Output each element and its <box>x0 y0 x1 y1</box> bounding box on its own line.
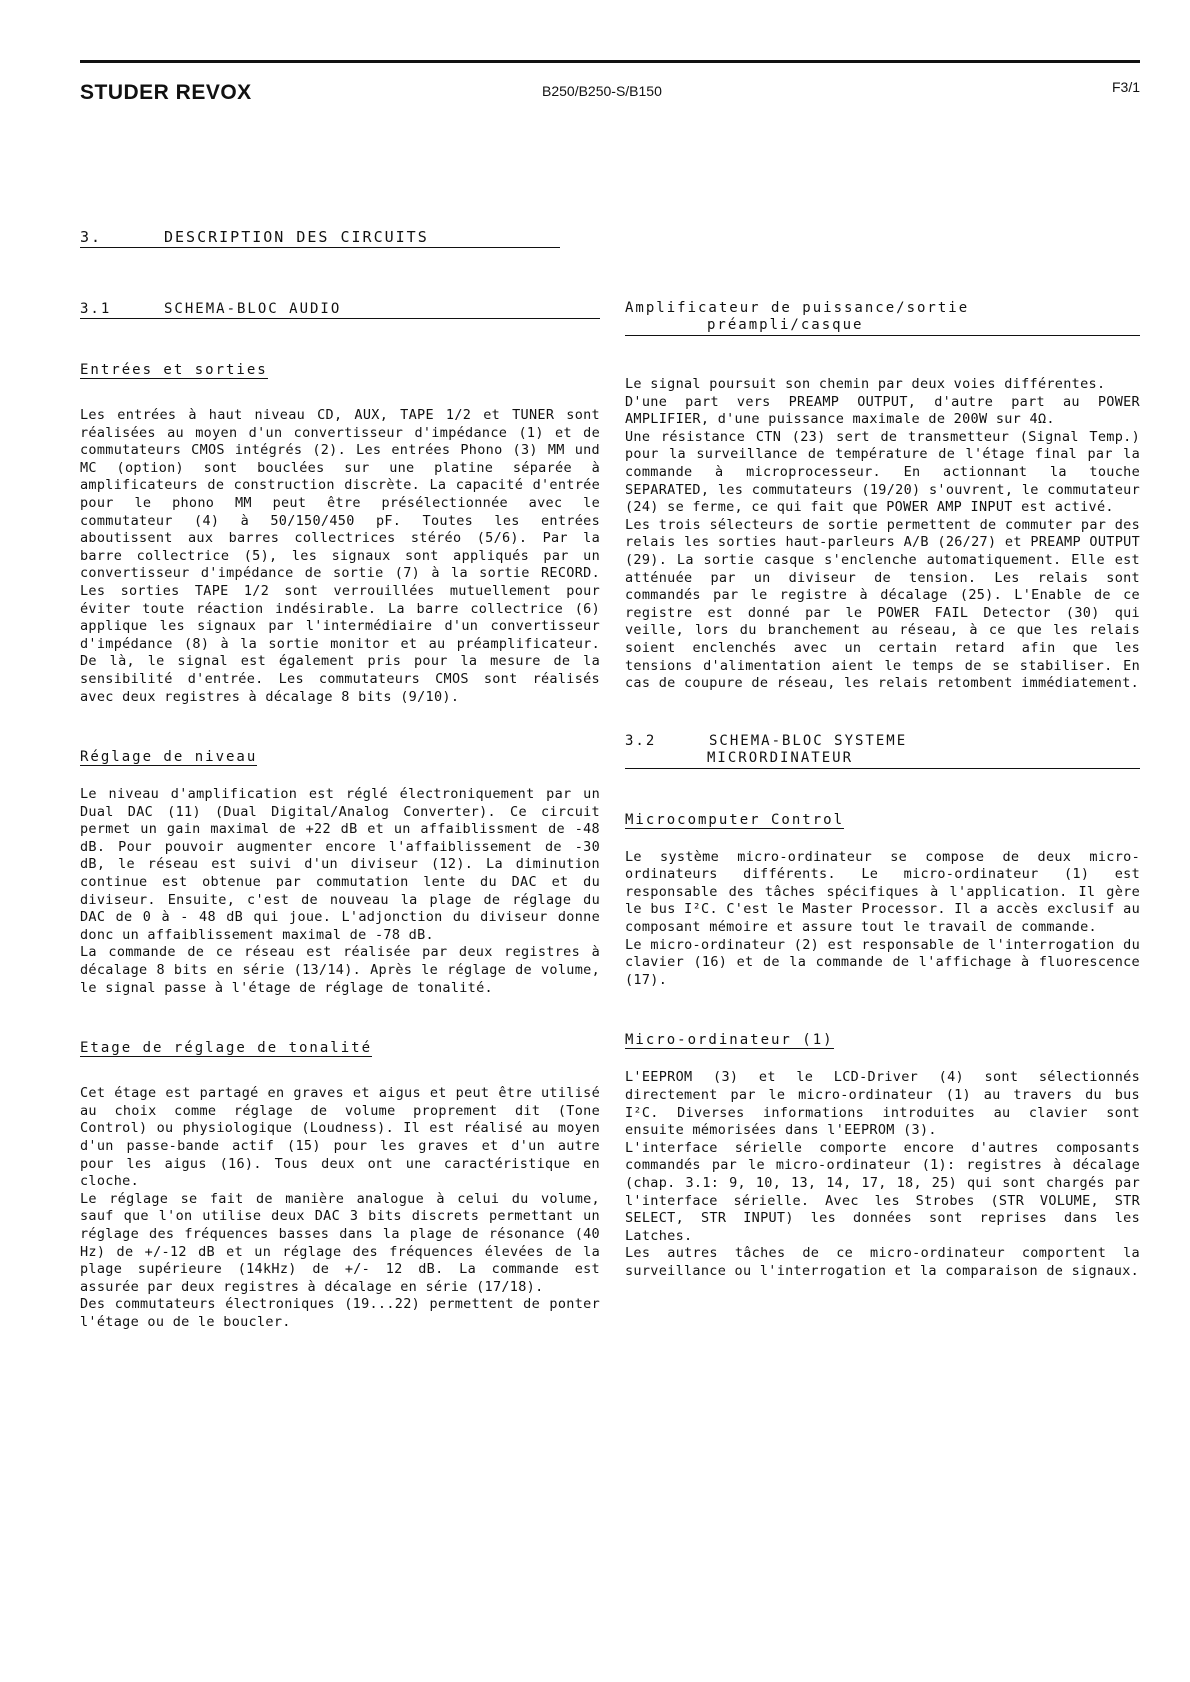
section-title-line1: SCHEMA-BLOC SYSTEME <box>709 732 908 749</box>
paragraph-entrees: Les entrées à haut niveau CD, AUX, TAPE 1/2 et TUNER sont réalisées au moyen d'un convertisseur d'impédance (1) et de commutateurs CMOS intégrés (2). Les entrées Phono (3) MM und MC (option) sont bouclées sur une platine séparée à amplificateurs de construction discrète. La capacité d'entrée pour le phono MM peut être présélectionnée avec le commutateur (4) à 50/150/450 pF. Toutes les entrées aboutissent aux barres collectrices stéréo (5/6). Par la barre collectrice (5), les signaux sont appliqués par un convertisseur d'impédance de sortie (7) à la sortie RECORD. Les sorties TAPE 1/2 sont verrouillées mutuellement pour éviter toute réaction indésirable. La barre collectrice (6) applique les signaux par l'intermédiaire d'un convertisseur d'impédance (8) à la sortie monitor et au préamplificateur. De là, le signal est également pris pour la mesure de la sensibilité d'entrée. Les commutateurs CMOS sont réalisés avec deux registres à décalage 8 bits (9/10). <box>80 407 600 705</box>
paragraph-ampli-4: Les trois sélecteurs de sortie permettent de commuter par des relais les sorties haut-parleurs A/B (26/27) et PREAMP OUTPUT (29). La sortie casque s'enclenche automatiquement. Elle est atténuée par un diviseur de tension. Les relais sont commandés par le registre à décalage (25). L'Enable de ce registre est donné par le POWER FAIL Detector (30) qui veille, lors du branchement au réseau, à ce que les relais soient enclenchés avec un certain retard afin que les tensions d'alimentation aient le temps de se stabiliser. En cas de coupure de réseau, les relais retombent immédiatement. <box>625 516 1140 692</box>
paragraph-niveau-2: La commande de ce réseau est réalisée par deux registres à décalage 8 bits en série (13/14). Après le réglage de volume, le signal passe à l'étage de réglage de tonalité. <box>80 944 600 996</box>
paragraph-tonalite-3: Des commutateurs électroniques (19...22) permettent de ponter l'étage ou de le boucler. <box>80 1296 600 1330</box>
section-heading-3-1 <box>80 301 600 319</box>
paragraph-ampli-3: Une résistance CTN (23) sert de transmetteur (Signal Temp.) pour la surveillance de température de l'étage final par la commande à microprocesseur. En actionnant la touche SEPARATED, les commutateurs (19/20) s'ouvrent, le commutateur (24) se ferme, ce qui fait que POWER AMP INPUT est activé. <box>625 428 1140 516</box>
page-header <box>80 60 1140 111</box>
right-column <box>625 300 1140 1281</box>
left-column <box>80 301 600 1332</box>
section-title: SCHEMA-BLOC AUDIO <box>164 301 342 317</box>
brand-logo: STUDER REVOX <box>80 81 252 104</box>
section-heading-3-2 <box>625 733 1140 769</box>
subheading-niveau: Réglage de niveau <box>80 749 258 766</box>
subheading-tonalite: Etage de réglage de tonalité <box>80 1040 373 1057</box>
subheading-entrees: Entrées et sorties <box>80 362 268 378</box>
paragraph-microcomputer-2: Le micro-ordinateur (2) est responsable de l'interrogation du clavier (16) et de la commande de l'affichage à fluorescence (17). <box>625 936 1140 988</box>
subheading-micro1: Micro-ordinateur (1) <box>625 1032 834 1049</box>
subheading-ampli <box>625 300 1140 336</box>
page-reference: F3/1 <box>1111 79 1140 95</box>
subheading-microcomputer: Microcomputer Control <box>625 811 845 828</box>
subheading-ampli-line2: préampli/casque <box>707 317 864 333</box>
section-number: 3.1 <box>80 301 112 317</box>
paragraph-ampli-1: Le signal poursuit son chemin par deux voies différentes. <box>625 376 1106 392</box>
paragraph-micro1-3: Les autres tâches de ce micro-ordinateur comportent la surveillance ou l'interrogation et la comparaison de signaux. <box>625 1245 1140 1279</box>
paragraph-micro1-2: L'interface sérielle comporte encore d'autres composants commandés par le micro-ordinateur (1): registres à décalage (chap. 3.1: 9, 10, 13, 14, 17, 18, 25) qui sont chargés par l'interface sérielle. Avec les Strobes (STR VOLUME, STR SELECT, STR INPUT) les données sont reprises dans les Latches. <box>625 1139 1140 1244</box>
chapter-title <box>80 228 560 248</box>
paragraph-microcomputer-1: Le système micro-ordinateur se compose de deux micro-ordinateurs différents. Le micro-ordinateur (1) est responsable des tâches spécifiques à l'application. Il gère le bus I²C. C'est le Master Processor. Il a accès exclusif au composant mémoire et assure tout le travail de commande. <box>625 848 1140 936</box>
paragraph-tonalite-2: Le réglage se fait de manière analogue à celui du volume, sauf que l'on utilise deux DAC 3 bits discrets permettant un réglage des fréquences basses dans la plage de résonance (40 Hz) de +/-12 dB et un réglage des fréquences élevées de la plage supérieure (14kHz) de +/- 12 dB. La commande est assurée par deux registres à décalage en série (17/18). <box>80 1190 600 1295</box>
chapter-number: 3. <box>80 228 103 246</box>
subheading-ampli-line1: Amplificateur de puissance/sortie <box>625 300 970 316</box>
paragraph-ampli-2: D'une part vers PREAMP OUTPUT, d'autre part au POWER AMPLIFIER, d'une puissance maximale de 200W sur 4Ω. <box>625 393 1140 428</box>
paragraph-micro1-1: L'EEPROM (3) et le LCD-Driver (4) sont sélectionnés directement par le micro-ordinateur (1) au travers du bus I²C. Diverses informations introduites au clavier sont ensuite mémorisées dans l'EEPROM (3). <box>625 1069 1140 1139</box>
paragraph-tonalite-1: Cet étage est partagé en graves et aigus et peut être utilisé au choix comme réglage de volume proprement dit (Tone Control) ou physiologique (Loudness). Il est réalisé au moyen d'un passe-bande actif (15) pour les graves et d'un autre pour les aigus (16). Tous deux ont une caractéristique en cloche. <box>80 1085 600 1190</box>
model-number: B250/B250-S/B150 <box>542 83 662 99</box>
section-number: 3.2 <box>625 732 657 749</box>
chapter-title-text: DESCRIPTION DES CIRCUITS <box>164 228 429 246</box>
paragraph-niveau-1: Le niveau d'amplification est réglé électroniquement par un Dual DAC (11) (Dual Digital/Analog Converter). Ce circuit permet un gain maximal de +22 dB et un affaiblissment de -48 dB. Pour pouvoir augmenter encore l'affaiblissement de -30 dB, le réseau est suivi d'un diviseur (12). La diminution continue est obtenue par commutation lente du DAC et du diviseur. Ensuite, c'est de nouveau la plage de réglage du DAC de 0 à - 48 dB qui joue. L'adjonction du diviseur donne donc un affaiblissement maximal de -78 dB. <box>80 786 600 943</box>
section-title-line2: MICRORDINATEUR <box>707 749 854 766</box>
